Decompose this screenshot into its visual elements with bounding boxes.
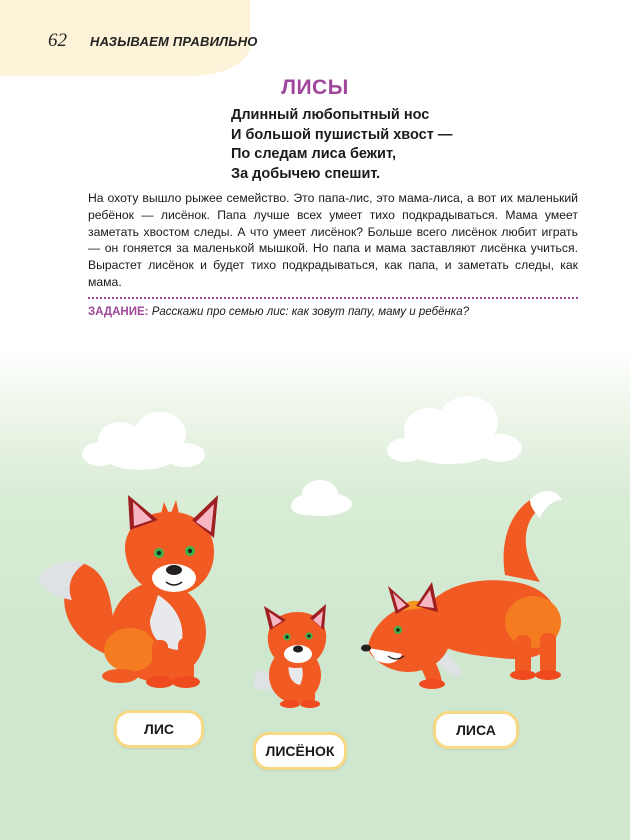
cub-fox <box>253 604 326 708</box>
poem-line: Длинный любопытный нос <box>231 107 430 123</box>
card-cub: ЛИСЁНОК <box>253 732 347 770</box>
poem <box>231 106 452 184</box>
task-text: Расскажи про семью лис: как зовут папу, маму и ребёнка? <box>151 306 470 318</box>
poem-title: ЛИСЫ <box>281 76 349 99</box>
dotted-divider <box>88 297 578 299</box>
father-fox <box>38 495 218 688</box>
cloud-left <box>82 412 205 470</box>
poem-line: И большой пушистый хвост — <box>231 126 453 143</box>
task <box>88 306 469 318</box>
poem-line: По следам лиса бежит, <box>231 146 397 162</box>
mother-fox <box>361 491 562 689</box>
card-father: ЛИС <box>114 710 204 748</box>
cloud-right <box>387 396 522 464</box>
task-label: ЗАДАНИЕ: <box>88 306 149 318</box>
cloud-small <box>291 480 352 516</box>
card-mother: ЛИСА <box>433 711 519 749</box>
poem-line: За добычею спешит. <box>231 165 381 182</box>
section-title: НАЗЫВАЕМ ПРАВИЛЬНО <box>90 34 258 49</box>
story-paragraph: На охоту вышло рыжее семейство. Это папа-лис, это мама-лиса, а вот их маленький ребёнок — лисёнок. Папа лучше всех умеет тихо подкрадываться. Мама умеет заметать хвостом следы. А что умеет лисёнок? Больше всего лисёнок любит играть — он гоняется за маленькой мышкой. Но папа и мама заставляют лисёнка учиться. Вырастет лисёнок и будет тихо подкрадываться, как папа, и заметать следы, как мама. <box>88 191 578 289</box>
page-number: 62 <box>48 30 67 51</box>
fox-family-illustration <box>0 350 630 840</box>
